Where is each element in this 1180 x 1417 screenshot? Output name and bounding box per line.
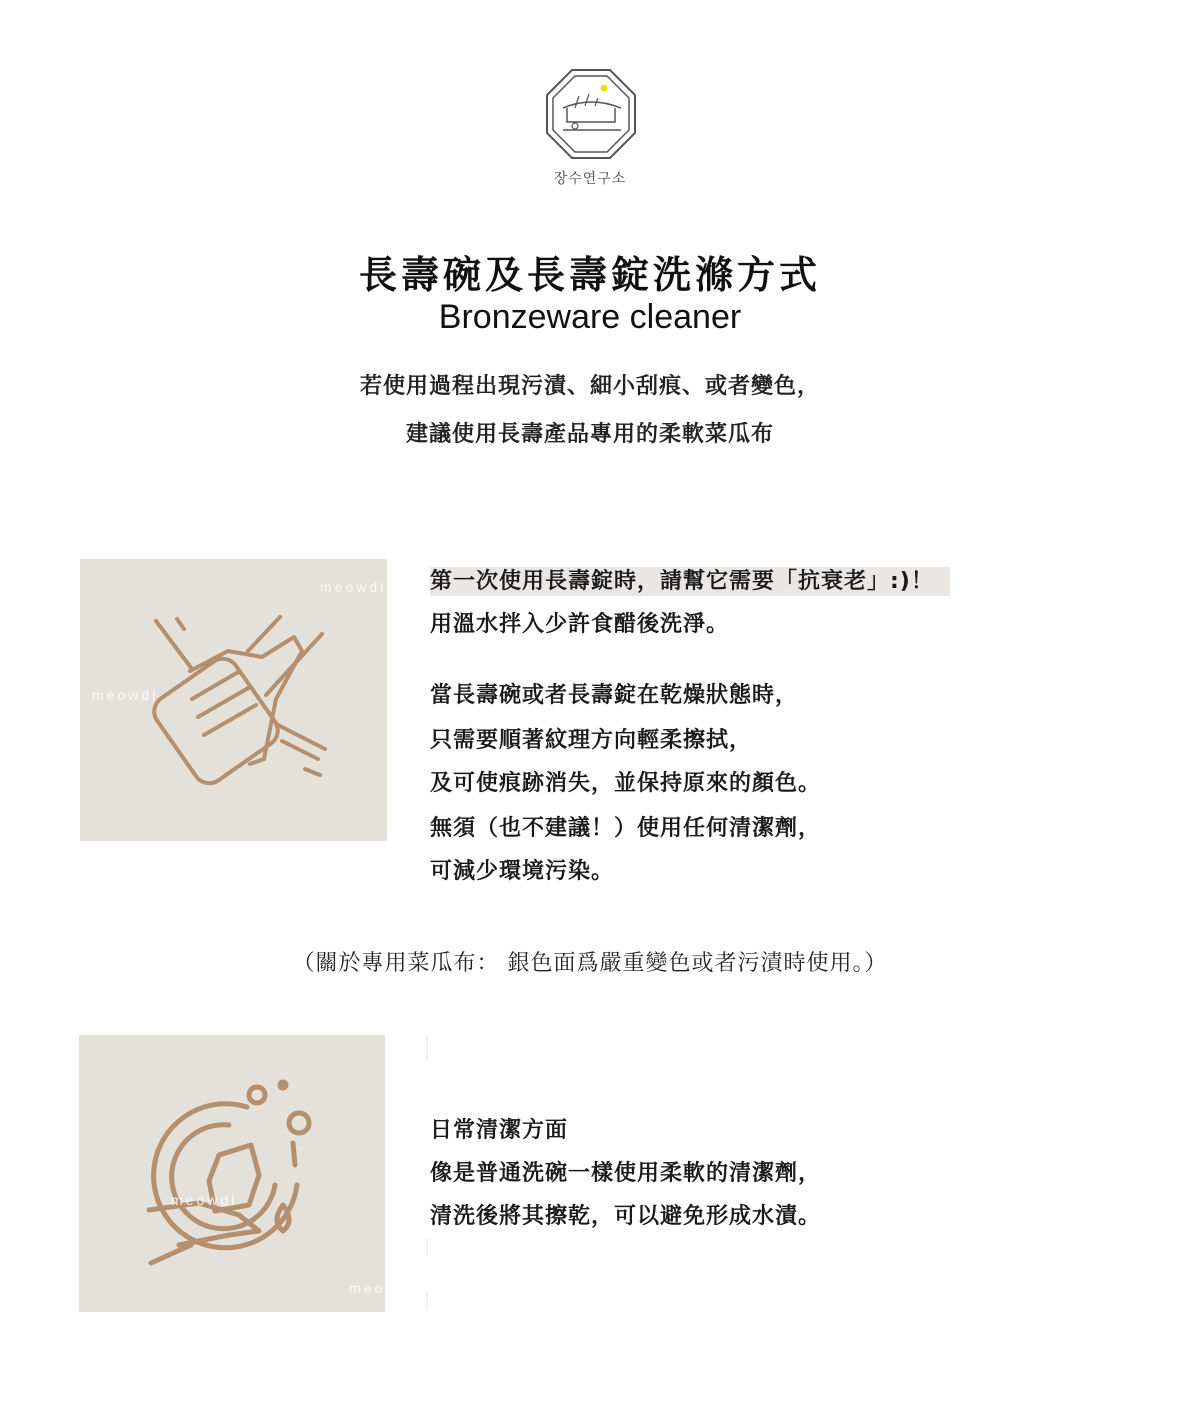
wiping-illustration — [80, 559, 387, 841]
first-use-highlight — [430, 564, 950, 595]
paragraph-line-1: 當長壽碗或者長壽錠在乾燥狀態時， — [430, 683, 799, 708]
page-subtitle: Bronzeware cleaner — [438, 298, 742, 336]
daily-cleaning-heading: 日常清潔方面 — [430, 1118, 569, 1143]
watermark: meowdi — [92, 687, 159, 703]
cloth-note: （關於專用菜瓜布： 銀色面爲嚴重變色或者污漬時使用。） — [292, 951, 888, 976]
divider — [426, 1036, 428, 1060]
watermark: meowdi — [320, 579, 387, 595]
daily-cleaning-line-3: 清洗後將其擦乾，可以避免形成水漬。 — [430, 1204, 822, 1229]
washing-illustration — [79, 1035, 416, 1312]
intro-line-1: 若使用過程出現污漬、細小刮痕、或者變色， — [359, 374, 820, 399]
page-title: 長壽碗及長壽錠洗滌方式 — [358, 253, 821, 297]
daily-cleaning-line-2: 像是普通洗碗一樣使用柔軟的清潔劑， — [430, 1161, 822, 1186]
paragraph-line-2: 只需要順著紋理方向輕柔擦拭， — [430, 728, 753, 753]
first-use-line-2: 用溫水拌入少許食醋後洗淨。 — [430, 612, 730, 637]
brand-logo — [545, 68, 637, 160]
logo-caption: 장수연구소 — [553, 171, 627, 187]
paragraph-line-4: 無須（也不建議！）使用任何清潔劑， — [430, 816, 822, 841]
divider — [426, 1238, 428, 1256]
octagon-bowl-logo-icon — [545, 68, 637, 160]
divider — [426, 1292, 428, 1310]
highlight-text: 第一次使用長壽錠時，請幫它需要「抗衰老」:)！ — [430, 567, 950, 596]
watermark: meowdi — [349, 1280, 416, 1296]
paragraph-line-3: 及可使痕跡消失，並保持原來的顏色。 — [430, 771, 822, 796]
paragraph-line-5: 可減少環境污染。 — [430, 859, 615, 884]
intro-line-2: 建議使用長壽產品專用的柔軟菜瓜布 — [405, 422, 774, 447]
watermark: meowdi — [171, 1192, 238, 1208]
hand-washing-bowl-icon — [79, 1035, 385, 1312]
